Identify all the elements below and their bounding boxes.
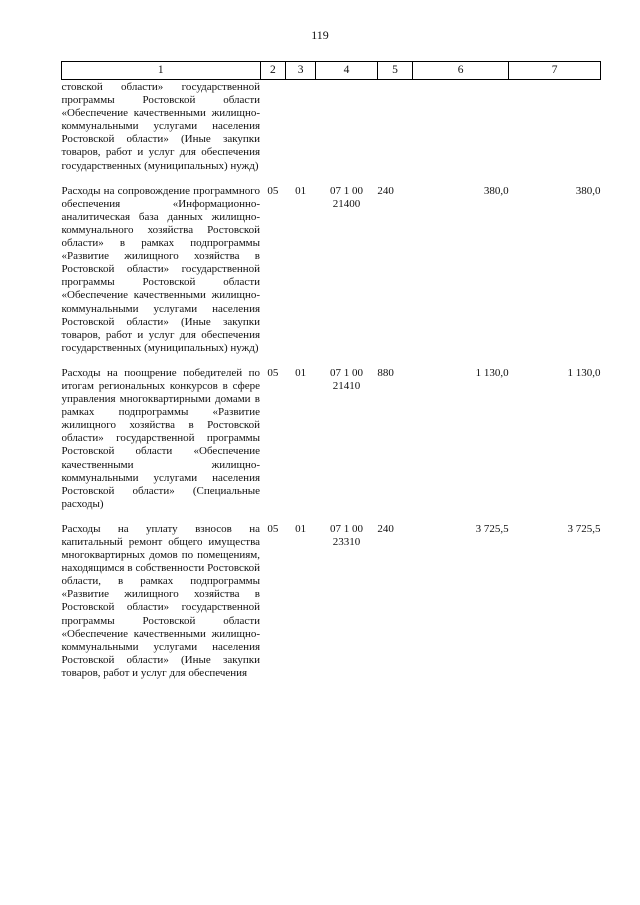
amount-year-2 <box>509 80 601 173</box>
section-code: 05 <box>267 366 279 379</box>
table-row <box>62 80 601 173</box>
subsection-code <box>286 80 316 173</box>
subsection-code: 01 <box>295 184 307 197</box>
column-header: 3 <box>286 62 316 80</box>
amount-year-1: 3 725,5 <box>475 522 509 535</box>
amount-year-2: 380,0 <box>575 184 601 197</box>
table-row <box>62 185 601 355</box>
section-code: 05 <box>267 184 279 197</box>
amount-year-1: 1 130,0 <box>475 366 509 379</box>
subsection-code: 01 <box>295 366 307 379</box>
column-header: 6 <box>413 62 509 80</box>
section-code: 05 <box>267 522 279 535</box>
table-row <box>62 367 601 511</box>
target-article-code: 07 1 00 21400 <box>329 184 363 210</box>
column-header: 7 <box>509 62 601 80</box>
expense-type-code <box>377 80 412 173</box>
column-header: 2 <box>260 62 286 80</box>
row-description: Расходы на уплату взносов на капитальный ремонт общего имущества многоквартирных домов по помещениям, находящимся в собственности Ростовской области, в рамках подпрограммы «Развитие жилищного хозяйства в Ростовской области» государственной программы Ростовской области «Обеспечение качественными жилищно-коммунальными услугами населения Ростовской области» (Иные закупки товаров, работ и услуг для обеспечения <box>61 522 261 679</box>
row-description: Расходы на поощрение победителей по итогам региональных конкурсов в сфере управления многоквартирными домами в рамках подпрограммы «Развитие жилищного хозяйства в Ростовской области» государственной программы Ростовской области «Обеспечение качественными жилищно-коммунальными услугами населения Ростовской области» (Специальные расходы) <box>61 366 261 510</box>
table-row <box>62 523 601 680</box>
expense-type-code: 880 <box>377 366 394 379</box>
amount-year-1 <box>413 80 509 173</box>
target-article-code <box>316 80 378 173</box>
budget-table <box>61 61 601 680</box>
amount-year-2: 1 130,0 <box>567 366 601 379</box>
amount-year-1: 380,0 <box>483 184 509 197</box>
amount-year-2: 3 725,5 <box>567 522 601 535</box>
column-header: 5 <box>377 62 412 80</box>
target-article-code: 07 1 00 23310 <box>329 522 363 548</box>
expense-type-code: 240 <box>377 184 394 197</box>
target-article-code: 07 1 00 21410 <box>329 366 363 392</box>
row-description: Расходы на сопровождение программного обеспечения «Информационно-аналитическая база данных жилищно-коммунального хозяйства Ростовской области» в рамках подпрограммы «Развитие жилищного хозяйства в Ростовской области» государственной программы Ростовской области «Обеспечение качественными жилищно-коммунальными услугами населения Ростовской области» (Иные закупки товаров, работ и услуг для обеспечения государственных (муниципальных) нужд) <box>61 184 261 354</box>
row-description: стовской области» государственной программы Ростовской области «Обеспечение качественными жилищно-коммунальными услугами населения Ростовской области» (Иные закупки товаров, работ и услуг для обеспечения государственных (муниципальных) нужд) <box>61 81 261 172</box>
subsection-code: 01 <box>295 522 307 535</box>
column-header: 4 <box>316 62 378 80</box>
column-header: 1 <box>62 62 261 80</box>
section-code <box>260 80 286 173</box>
page-number: 119 <box>311 28 329 42</box>
table-header <box>62 62 601 80</box>
expense-type-code: 240 <box>377 522 394 535</box>
